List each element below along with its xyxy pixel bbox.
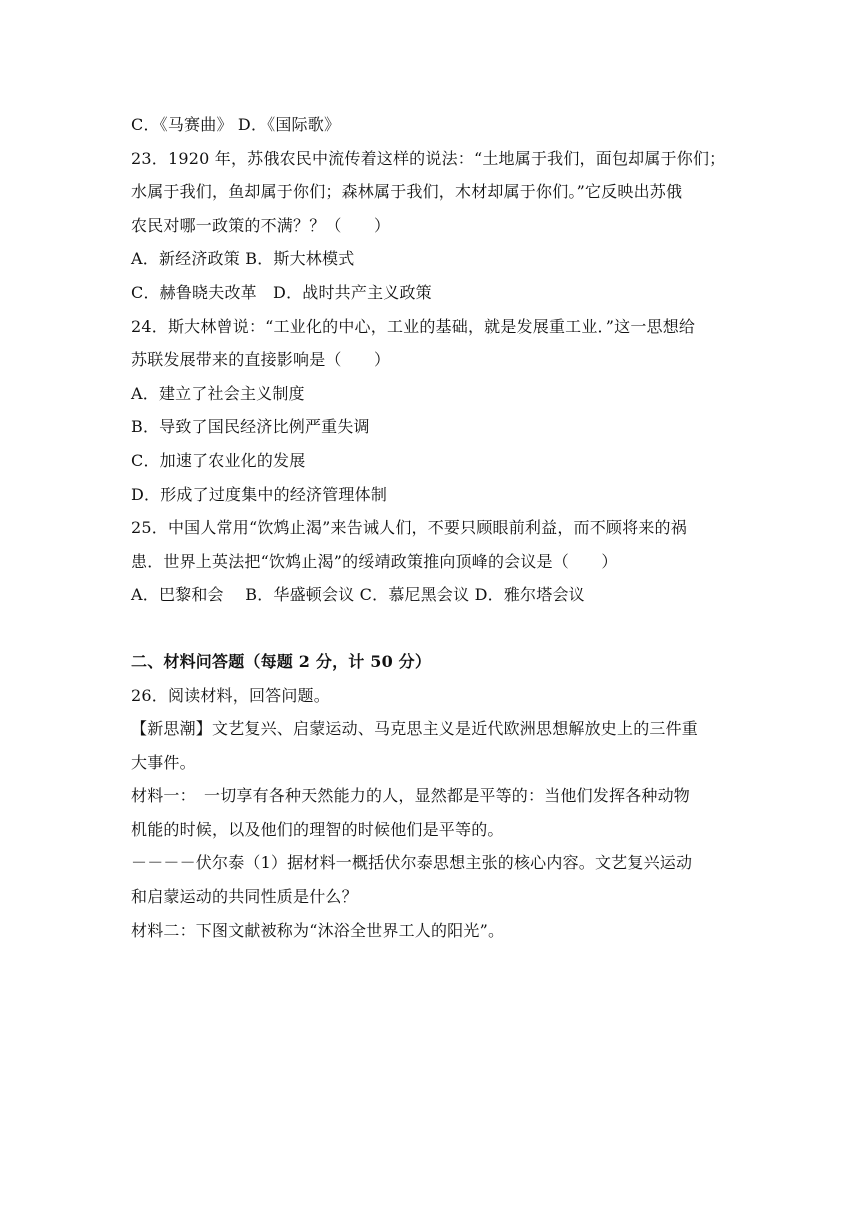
q23-stem-line-1: 23．1920 年，苏俄农民中流传着这样的说法：“土地属于我们，面包却属于你们； — [131, 148, 726, 168]
q24-stem-line-1: 24．斯大林曾说：“工业化的中心，工业的基础，就是发展重工业．”这一思想给 — [131, 316, 696, 336]
material-1-line-2: 机能的时候，以及他们的理智的时候他们是平等的。 — [131, 819, 504, 839]
q25-stem-line-2: 患．世界上英法把“饮鸩止渴”的绥靖政策推向顶峰的会议是（ ） — [131, 551, 618, 571]
q24-option-a: A．建立了社会主义制度 — [131, 383, 305, 403]
q26-intro-line-2: 大事件。 — [131, 752, 196, 772]
q23-stem-line-3: 农民对哪一政策的不满？？（ ） — [131, 215, 391, 235]
section-title: 二、材料问答题（每题 2 分，计 50 分） — [131, 651, 432, 671]
q24-stem-line-2: 苏联发展带来的直接影响是（ ） — [131, 350, 391, 370]
section-spacer — [131, 612, 731, 645]
q26-instruction: 26．阅读材料，回答问题。 — [131, 685, 330, 705]
material-1-line-1: 材料一： 一切享有各种天然能力的人，显然都是平等的：当他们发挥各种动物 — [131, 786, 691, 806]
q23-stem-line-2: 水属于我们，鱼却属于你们；森林属于我们，木材却属于你们。”它反映出苏俄 — [131, 182, 683, 202]
q25-stem-line-1: 25．中国人常用“饮鸩止渴”来告诫人们，不要只顾眼前利益，而不顾将来的祸 — [131, 518, 687, 538]
q25-options: A．巴黎和会 B．华盛顿会议 C．慕尼黑会议 D．雅尔塔会议 — [131, 585, 585, 605]
q24-option-c: C．加速了农业化的发展 — [131, 450, 306, 470]
q24-option-b: B．导致了国民经济比例严重失调 — [131, 417, 370, 437]
q26-sub1-line-1: －－－－伏尔泰（1）据材料一概括伏尔泰思想主张的核心内容。文艺复兴运动 — [131, 853, 693, 873]
q22-options-cd: C．《马赛曲》 D．《国际歌》 — [131, 115, 341, 134]
q24-option-d: D．形成了过度集中的经济管理体制 — [131, 484, 388, 504]
material-2: 材料二：下图文献被称为“沐浴全世界工人的阳光”。 — [131, 920, 505, 940]
q26-intro-line-1: 【新思潮】文艺复兴、启蒙运动、马克思主义是近代欧洲思想解放史上的三件重 — [131, 719, 699, 739]
q23-options-cd: C．赫鲁晓夫改革 D．战时共产主义政策 — [131, 282, 432, 302]
document-page — [131, 108, 731, 947]
q23-options-ab: A．新经济政策 B．斯大林模式 — [131, 249, 355, 269]
q26-sub1-line-2: 和启蒙运动的共同性质是什么？ — [131, 887, 358, 907]
